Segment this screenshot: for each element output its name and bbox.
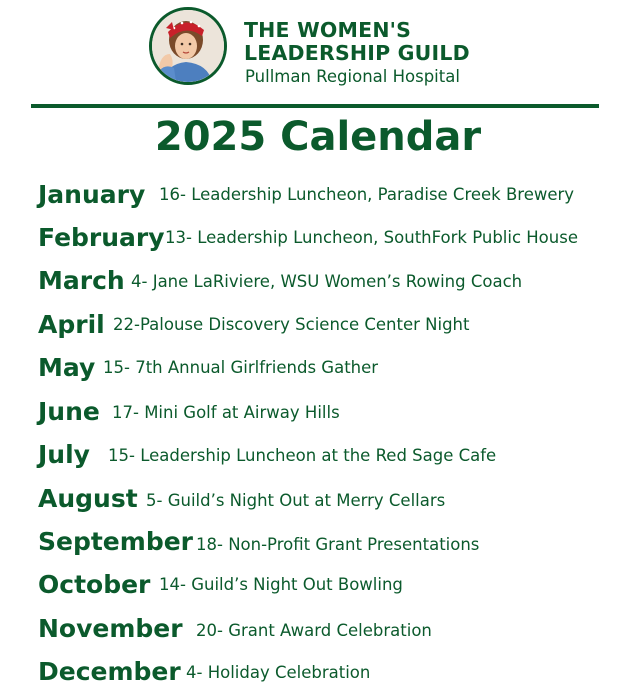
organization-name — [244, 19, 470, 65]
event-text: 15- Leadership Luncheon at the Red Sage Cafe — [108, 446, 497, 465]
event-text: 15- 7th Annual Girlfriends Gather — [103, 358, 379, 377]
event-text: 13- Leadership Luncheon, SouthFork Public House — [165, 228, 578, 247]
month-label: February — [38, 223, 165, 252]
month-label: April — [38, 310, 105, 339]
organization-name-line2: LEADERSHIP GUILD — [244, 41, 470, 65]
event-text: 16- Leadership Luncheon, Paradise Creek Brewery — [159, 185, 575, 204]
event-text: 22-Palouse Discovery Science Center Night — [113, 315, 470, 334]
event-text: 17- Mini Golf at Airway Hills — [112, 403, 340, 422]
month-label: August — [38, 484, 138, 513]
organization-name-line1: THE WOMEN'S — [244, 18, 412, 42]
organization-subtitle: Pullman Regional Hospital — [245, 67, 460, 86]
month-label: October — [38, 570, 151, 599]
rosie-portrait-icon — [152, 10, 224, 82]
logo-portrait — [149, 7, 227, 85]
page-title: 2025 Calendar — [154, 114, 482, 160]
month-label: December — [38, 657, 181, 686]
month-label: June — [38, 397, 100, 426]
event-text: 20- Grant Award Celebration — [196, 621, 432, 640]
header-divider — [31, 104, 599, 108]
month-label: January — [38, 180, 146, 209]
header — [0, 0, 641, 100]
month-label: May — [38, 353, 96, 382]
event-text: 4- Holiday Celebration — [186, 663, 371, 682]
month-label: September — [38, 527, 193, 556]
event-text: 18- Non-Profit Grant Presentations — [196, 535, 480, 554]
month-label: November — [38, 614, 183, 643]
event-text: 4- Jane LaRiviere, WSU Women’s Rowing Coach — [131, 272, 523, 291]
month-label: March — [38, 266, 125, 295]
event-text: 5- Guild’s Night Out at Merry Cellars — [146, 491, 446, 510]
month-label: July — [38, 440, 90, 469]
event-text: 14- Guild’s Night Out Bowling — [159, 575, 403, 594]
